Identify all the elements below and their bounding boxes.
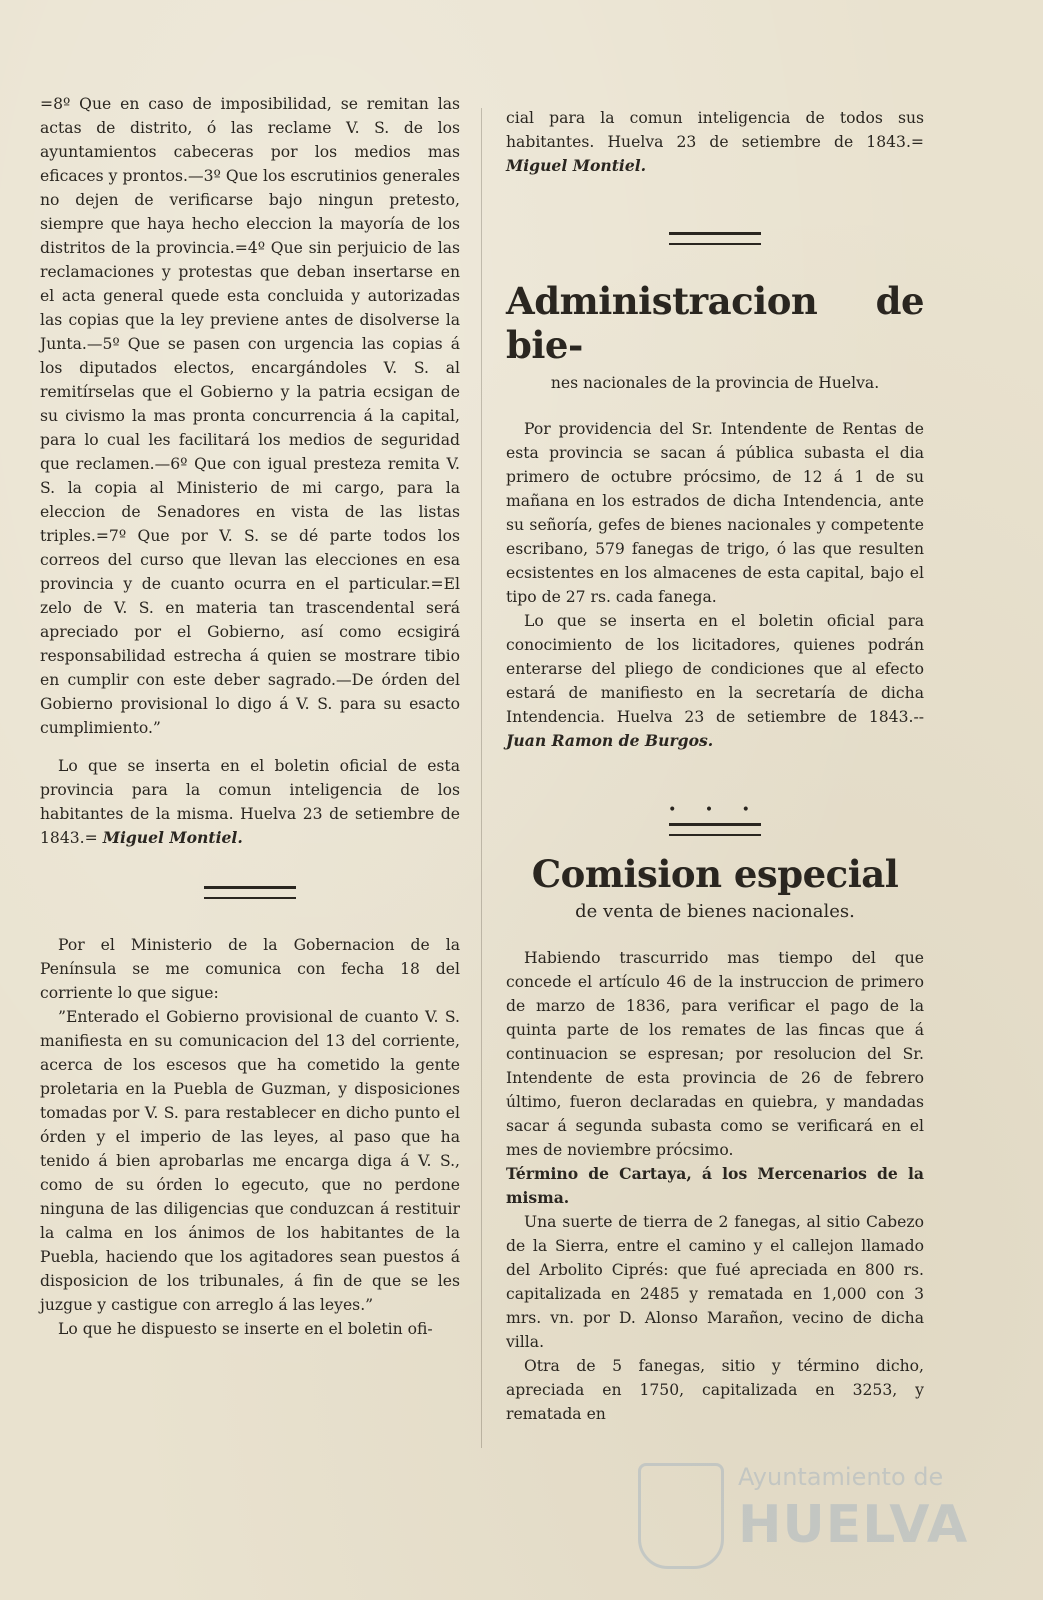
auction-insertion-notice: Lo que se inserta en el boletin oficial para conocimiento de los licitadores, quienes podrán enterarse del pliego de condiciones que al efecto estará de manifiesto en la secretaría de dicha Intendencia. Huelva 23 de setiembre de 1843.-- Juan Ramon de Burgos.	[506, 612, 924, 750]
government-order-quote: ”Enterado el Gobierno provisional de cuanto V. S. manifiesta en su comunicacion del 13 del corriente, acerca de los escesos que ha cometido la gente proletaria en la Puebla de Guzman, y disposiciones tomadas por V. S. para restablecer en dicho punto el órden y el imperio de las leyes, al paso que ha tenido á bien aprobarlas me encarga diga á V. S., como de su órden lo egecuto, que no perdone ninguna de las diligencias que conduzcan á restituir la calma en los ánimos de los habitantes de la Puebla, haciendo que los agitadores sean puestos á disposicion de los tribunales, á fin de que se les juzgue y castigue con arreglo á las leyes.”	[40, 1008, 460, 1314]
signature-montiel-2: Miguel Montiel.	[506, 156, 647, 175]
ministry-communication: Por el Ministerio de la Gobernacion de la Península se me comunica con fecha 18 del corriente lo que sigue:	[40, 936, 460, 1002]
signature-burgos: Juan Ramon de Burgos.	[506, 731, 714, 750]
archive-watermark	[628, 1455, 968, 1575]
left-column	[40, 92, 460, 1341]
watermark-line-2: HUELVA	[738, 1495, 969, 1555]
section-divider-ornament	[204, 886, 296, 899]
insertion-notice-continued: cial para la comun inteligencia de todos sus habitantes. Huelva 23 de setiembre de 1843.= Miguel Montiel.	[506, 109, 924, 175]
bankruptcy-notice: Habiendo trascurrido mas tiempo del que concede el artículo 46 de la instruccion de primero de marzo de 1836, para verificar el pago de la quinta parte de los remates de las fincas que á continuacion se espresan; por resolucion del Sr. Intendente de esta provincia de 26 de febrero último, fueron declaradas en quiebra, y mandadas sacar á segunda subasta como se verificará en el mes de noviembre prócsimo.	[506, 949, 924, 1159]
property-listing-1: Una suerte de tierra de 2 fanegas, al sitio Cabezo de la Sierra, entre el camino y el callejon llamado del Arbolito Ciprés: que fué apreciada en 800 rs. capitalizada en 2485 y rematada en 1,000 con 3 mrs. vn. por D. Alonso Marañon, vecino de dicha villa.	[506, 1213, 924, 1351]
signature-montiel: Miguel Montiel.	[102, 828, 243, 847]
subheading-comision: de venta de bienes nacionales.	[575, 901, 855, 922]
section-divider-ornament-2	[669, 232, 761, 245]
subheading-administracion: nes nacionales de la provincia de Huelva.	[550, 374, 880, 392]
city-shield-icon	[638, 1463, 724, 1569]
section-divider-ornament-3	[669, 823, 761, 836]
ornament-dots: • • •	[668, 802, 762, 818]
property-listing-2: Otra de 5 fanegas, sitio y término dicho, apreciada en 1750, capitalizada en 3253, y rematada en	[506, 1357, 924, 1423]
heading-cartaya: Término de Cartaya, á los Mercenarios de la misma.	[506, 1164, 924, 1207]
decree-continuation: =8º Que en caso de imposibilidad, se remitan las actas de distrito, ó las reclame V. S. de los ayuntamientos cabeceras por los medios mas eficaces y prontos.—3º Que los escrutinios generales no dejen de verificarse bajo ningun pretesto, siempre que haya hecho eleccion la mayoría de los distritos de la provincia.=4º Que sin perjuicio de las reclamaciones y protestas que deban insertarse en el acta general quede esta concluida y autorizadas las copias que la ley previene antes de disolverse la Junta.—5º Que se pasen con urgencia las copias á los diputados electos, encargándoles V. S. al remitírselas que el Gobierno y la patria ecsigan de su civismo la mas pronta concurrencia á la capital, para lo cual les facilitará los medios de seguridad que reclamen.—6º Que con igual presteza remita V. S. la copia al Ministerio de mi cargo, para la eleccion de Senadores en vista de las listas triples.=7º Que por V. S. se dé parte todos los correos del curso que llevan las elecciones en esa provincia y de cuanto ocurra en el particular.=El zelo de V. S. en materia tan trascendental será apreciado por el Gobierno, así como ecsigirá responsabilidad estrecha á quien se mostrare tibio en cumplir con este deber sagrado.—De órden del Gobierno provisional lo digo á V. S. para su esacto cumplimiento.”	[40, 95, 460, 737]
insertion-notice-1: Lo que se inserta en el boletin oficial de esta provincia para la comun inteligencia de los habitantes de la misma. Huelva 23 de setiembre de 1843.= Miguel Montiel.	[40, 757, 460, 847]
right-column	[506, 106, 924, 1426]
watermark-line-1: Ayuntamiento de	[738, 1463, 944, 1491]
column-divider	[481, 108, 482, 1448]
heading-comision: Comision especial	[531, 852, 899, 896]
auction-notice: Por providencia del Sr. Intendente de Rentas de esta provincia se sacan á pública subasta el dia primero de octubre prócsimo, de 12 á 1 de su mañana en los estrados de dicha Intendencia, ante su señoría, gefes de bienes nacionales y competente escribano, 579 fanegas de trigo, ó las que resulten ecsistentes en los almacenes de esta capital, bajo el tipo de 27 rs. cada fanega.	[506, 420, 924, 606]
insertion-notice-2: Lo que he dispuesto se inserte en el boletin ofi-	[58, 1320, 433, 1338]
heading-administracion: Administracion de bie-	[506, 279, 924, 367]
